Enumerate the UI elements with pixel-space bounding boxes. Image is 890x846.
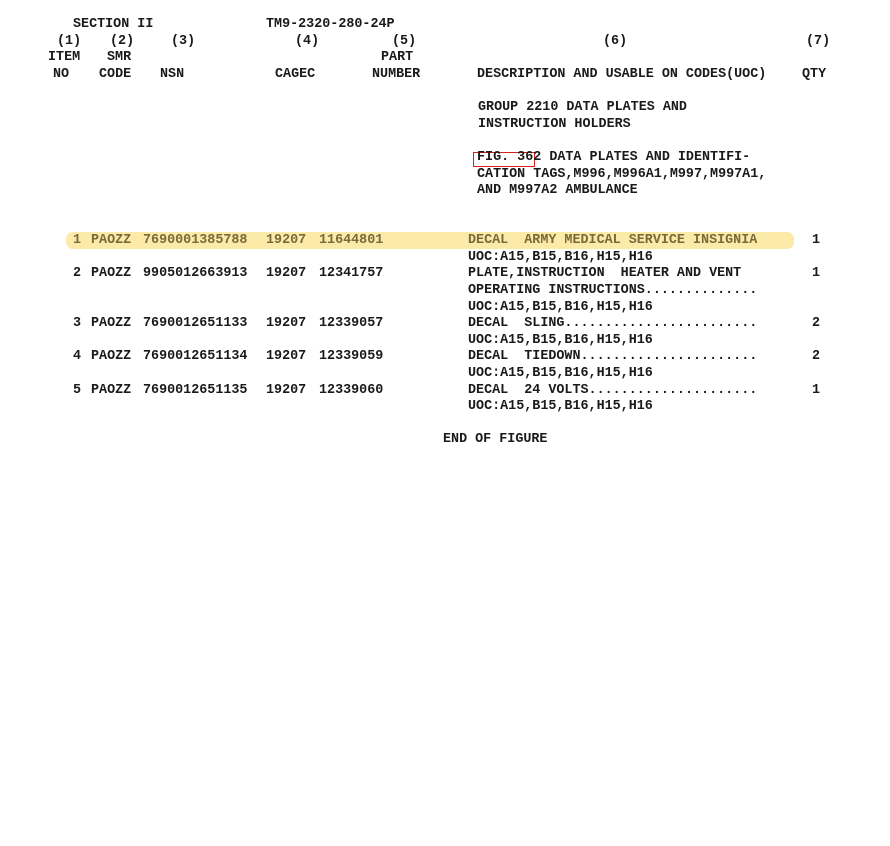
item-no: 3 <box>73 316 82 331</box>
qty: 2 <box>812 316 821 331</box>
cagec: 19207 <box>266 349 307 364</box>
part-number: 12339060 <box>319 383 384 398</box>
cagec: 19207 <box>266 266 307 281</box>
col4-header-line2: CAGEC <box>275 67 316 82</box>
description-continued: OPERATING INSTRUCTIONS.............. <box>468 283 758 298</box>
qty: 1 <box>812 266 821 281</box>
col3-number: (3) <box>171 34 196 49</box>
col2-header-line2: CODE <box>99 67 132 82</box>
smr-code: PAOZZ <box>91 383 132 398</box>
item-no: 1 <box>73 233 82 248</box>
part-number: 12339057 <box>319 316 384 331</box>
nsn: 7690012651134 <box>143 349 248 364</box>
col5-header-line2: NUMBER <box>372 67 421 82</box>
description: DECAL SLING........................ <box>468 316 758 331</box>
cagec: 19207 <box>266 383 307 398</box>
document-number: TM9-2320-280-24P <box>266 17 395 32</box>
uoc: UOC:A15,B15,B16,H15,H16 <box>468 250 653 265</box>
description: DECAL TIEDOWN...................... <box>468 349 758 364</box>
uoc: UOC:A15,B15,B16,H15,H16 <box>468 366 653 381</box>
qty: 1 <box>812 233 821 248</box>
qty: 1 <box>812 383 821 398</box>
item-no: 4 <box>73 349 82 364</box>
smr-code: PAOZZ <box>91 316 132 331</box>
col5-header-line1: PART <box>381 50 414 65</box>
item-no: 5 <box>73 383 82 398</box>
col7-number: (7) <box>806 34 831 49</box>
cagec: 19207 <box>266 316 307 331</box>
nsn: 9905012663913 <box>143 266 248 281</box>
end-of-figure: END OF FIGURE <box>443 432 548 447</box>
description: DECAL 24 VOLTS..................... <box>468 383 758 398</box>
col4-number: (4) <box>295 34 320 49</box>
figure-title-line2: CATION TAGS,M996,M996A1,M997,M997A1, <box>477 167 767 182</box>
section-title: SECTION II <box>73 17 154 32</box>
col1-header-line2: NO <box>53 67 70 82</box>
col5-number: (5) <box>392 34 417 49</box>
col3-header-line2: NSN <box>160 67 185 82</box>
qty: 2 <box>812 349 821 364</box>
description: PLATE,INSTRUCTION HEATER AND VENT <box>468 266 742 281</box>
part-number: 12339059 <box>319 349 384 364</box>
uoc: UOC:A15,B15,B16,H15,H16 <box>468 333 653 348</box>
nsn: 7690001385788 <box>143 233 248 248</box>
group-title-line2: INSTRUCTION HOLDERS <box>478 117 631 132</box>
uoc: UOC:A15,B15,B16,H15,H16 <box>468 399 653 414</box>
col2-number: (2) <box>110 34 135 49</box>
col2-header-line1: SMR <box>107 50 132 65</box>
description: DECAL ARMY MEDICAL SERVICE INSIGNIA <box>468 233 758 248</box>
uoc: UOC:A15,B15,B16,H15,H16 <box>468 300 653 315</box>
smr-code: PAOZZ <box>91 266 132 281</box>
col1-number: (1) <box>57 34 82 49</box>
col6-header-line2: DESCRIPTION AND USABLE ON CODES(UOC) <box>477 67 767 82</box>
col1-header-line1: ITEM <box>48 50 81 65</box>
cagec: 19207 <box>266 233 307 248</box>
nsn: 7690012651133 <box>143 316 248 331</box>
smr-code: PAOZZ <box>91 233 132 248</box>
figure-title-line3: AND M997A2 AMBULANCE <box>477 183 638 198</box>
group-title-line1: GROUP 2210 DATA PLATES AND <box>478 100 687 115</box>
col6-number: (6) <box>603 34 628 49</box>
nsn: 7690012651135 <box>143 383 248 398</box>
smr-code: PAOZZ <box>91 349 132 364</box>
col7-header-line2: QTY <box>802 67 827 82</box>
part-number: 12341757 <box>319 266 384 281</box>
figure-title-line1[interactable]: FIG. 362 DATA PLATES AND IDENTIFI- <box>477 150 751 165</box>
part-number: 11644801 <box>319 233 384 248</box>
item-no: 2 <box>73 266 82 281</box>
